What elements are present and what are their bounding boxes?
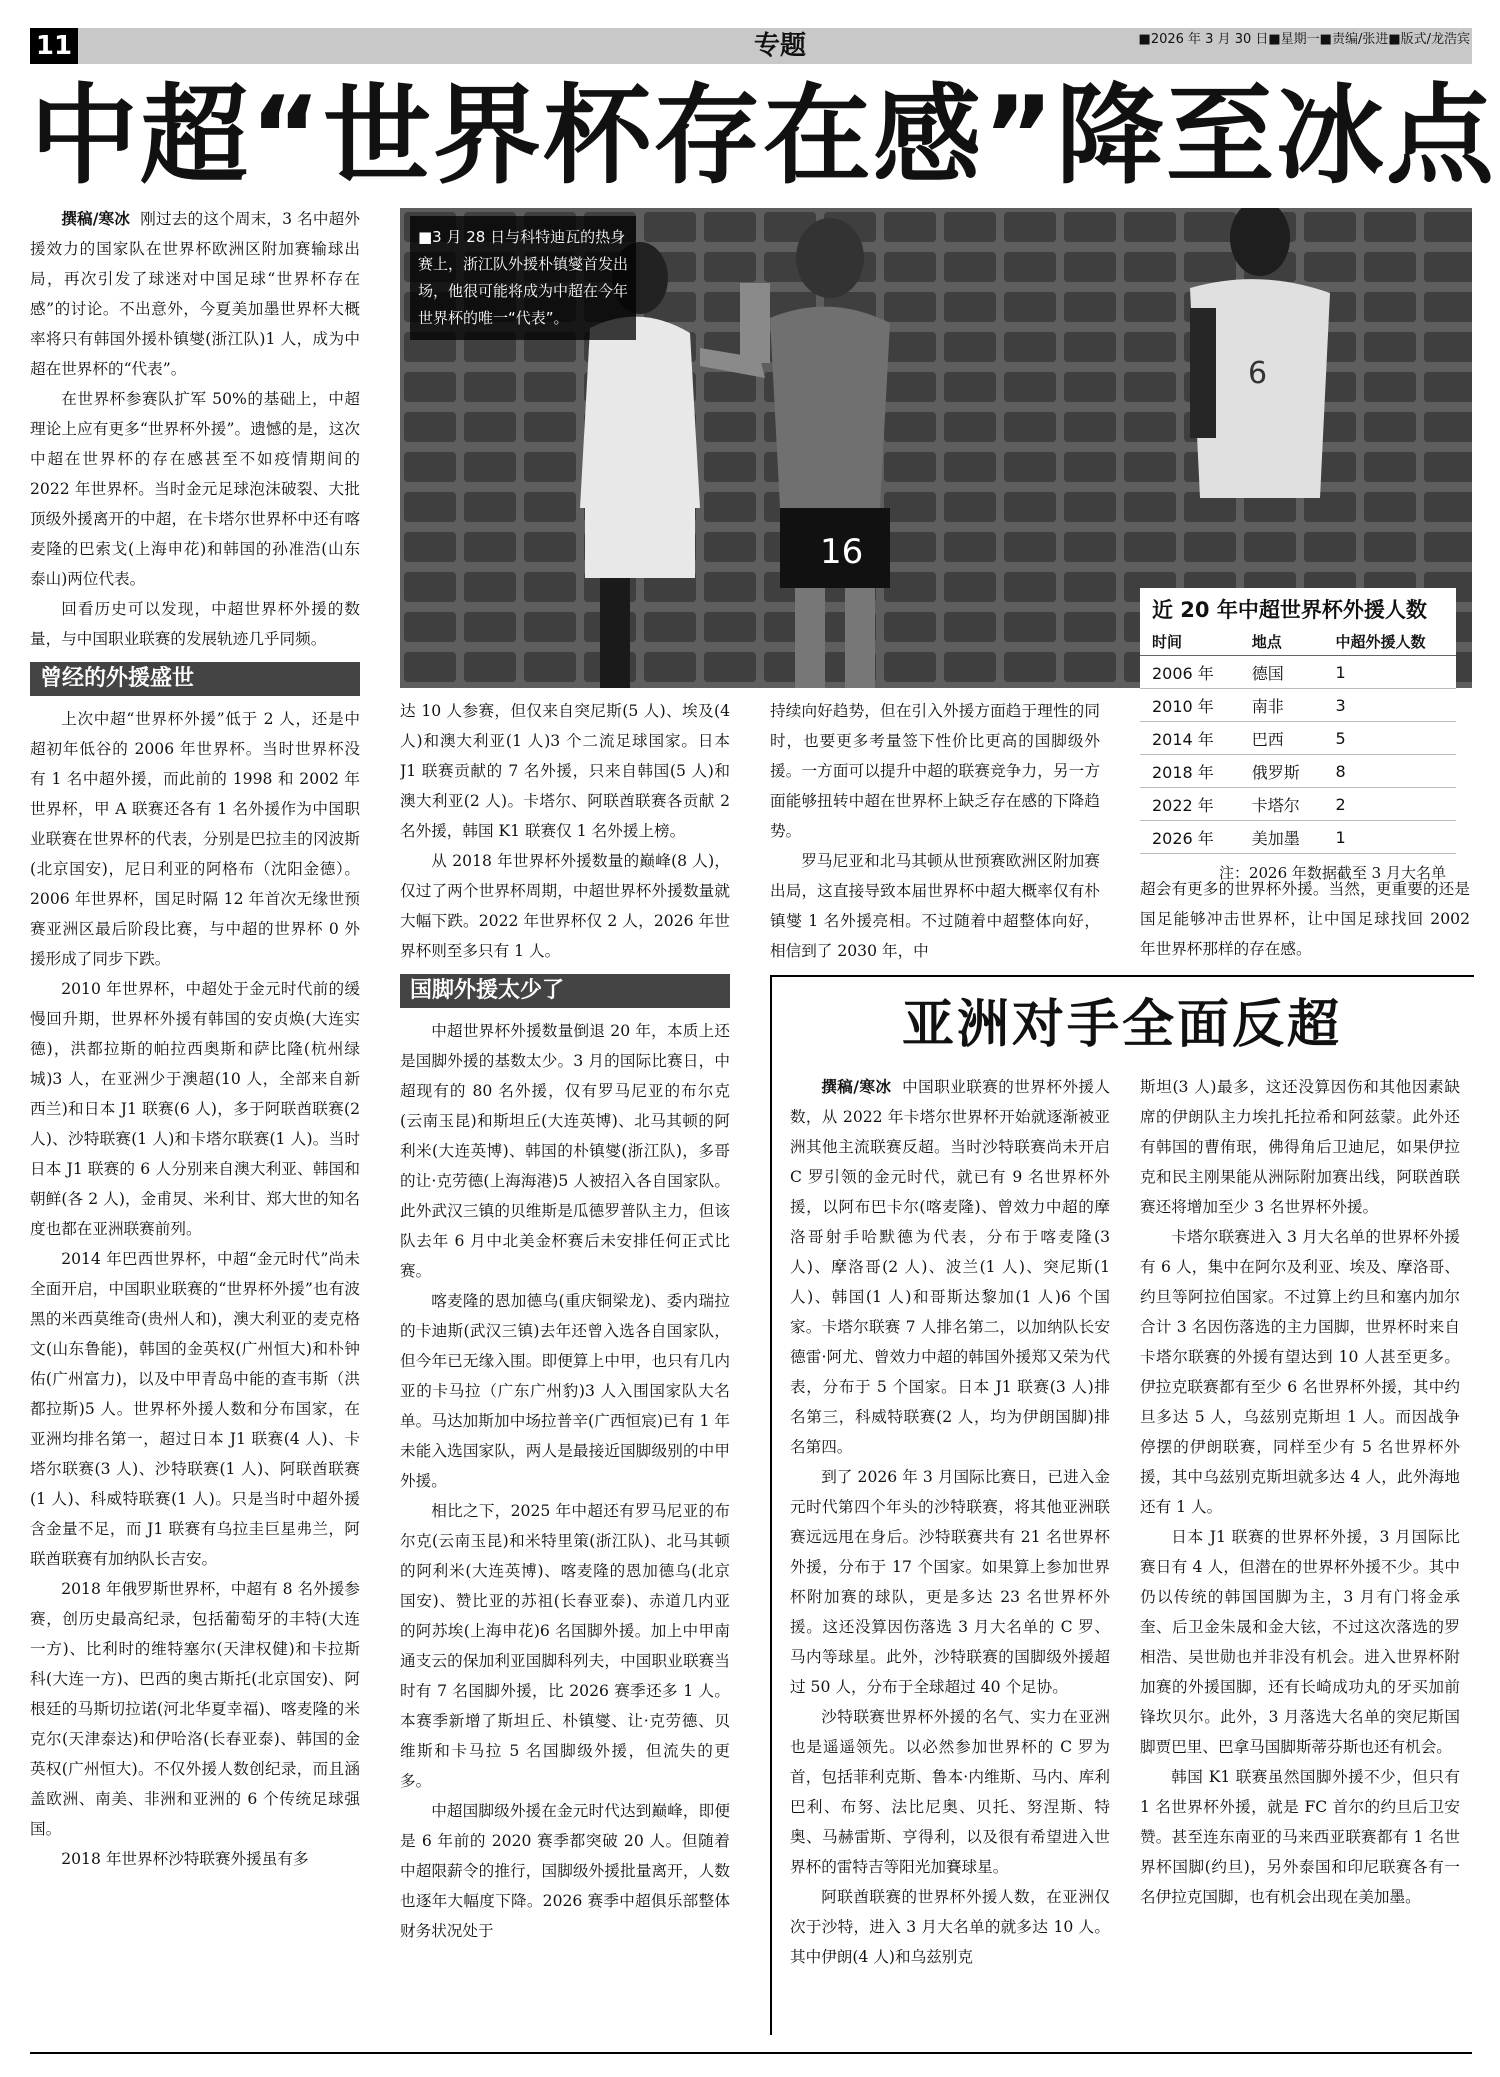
table-cell-count: 5 bbox=[1323, 722, 1456, 755]
byline: 撰稿/寒冰 bbox=[821, 1078, 892, 1096]
table-row bbox=[1140, 821, 1456, 854]
table-note: 注：2026 年数据截至 3 月大名单 bbox=[1218, 864, 1446, 882]
jersey-number-16: 16 bbox=[820, 532, 864, 572]
page-number: 11 bbox=[30, 28, 78, 64]
paragraph: 日本 J1 联赛的世界杯外援，3 月国际比赛日有 4 人，但潜在的世界杯外援不少。其中仍以传统的韩国国脚为主，3 月有门将金承奎、后卫金朱晟和金大铉，不过这次落选的罗相浩、吴世勋也并非没有机会。进入世界杯附加赛的外援国脚，还有长崎成功丸的牙买加前锋坎贝尔。此外，3 月落选大名单的突尼斯国脚贾巴里、巴拿马国脚斯蒂芬斯也还有机会。 bbox=[1140, 1528, 1460, 1756]
table-cell-year: 2010 年 bbox=[1140, 689, 1240, 722]
second-article-column-1 bbox=[790, 1072, 1110, 2032]
table-header: 地点 bbox=[1240, 628, 1324, 656]
article-column-2 bbox=[400, 696, 730, 2041]
paragraph: 中超国脚级外援在金元时代达到巅峰，即便是 6 年前的 2020 赛季都突破 20 人。但随着中超限薪令的推行，国脚级外援批量离开，人数也逐年大幅度下降。2026 赛季中超俱乐部整体财务状况处于 bbox=[400, 1802, 730, 1940]
table-cell-host: 南非 bbox=[1240, 689, 1324, 722]
section-title: 专题 bbox=[753, 31, 806, 61]
paragraph: 从 2018 年世界杯外援数量的巅峰(8 人)，仅过了两个世界杯周期，中超世界杯外援数量就大幅下跌。2022 年世界杯仅 2 人，2026 年世界杯则至多只有 1 人。 bbox=[400, 852, 730, 960]
table-header-row bbox=[1140, 628, 1456, 656]
table-header: 时间 bbox=[1140, 628, 1240, 656]
paragraph: 2018 年世界杯沙特联赛外援虽有多 bbox=[61, 1850, 309, 1868]
table-row bbox=[1140, 656, 1456, 689]
paragraph: 中超世界杯外援数量倒退 20 年，本质上还是国脚外援的基数太少。3 月的国际比赛日，中超现有的 80 名外援，仅有罗马尼亚的布尔克(云南玉昆)和斯坦丘(大连英博)、北马其顿的阿利米(大连英博)、韩国的朴镇燮(浙江队)，多哥的让·克劳德(上海海港)5 人被招入各自国家队。此外武汉三镇的贝维斯是瓜德罗普队主力，但该队去年 6 月中北美金杯赛后未安排任何正式比赛。 bbox=[400, 1022, 730, 1280]
table-cell-count: 8 bbox=[1323, 755, 1456, 788]
photo-caption: ■3 月 28 日与科特迪瓦的热身赛上，浙江队外援朴镇燮首发出场，他很可能将成为中超在今年世界杯的唯一“代表”。 bbox=[410, 216, 636, 340]
paragraph: 2010 年世界杯，中超处于金元时代前的缓慢回升期，世界杯外援有韩国的安贞焕(大连实德)，洪都拉斯的帕拉西奥斯和萨比隆(杭州绿城)3 人，在亚洲少于澳超(10 人，全部来自新西兰)和日本 J1 联赛(6 人)，多于阿联酋联赛(2 人)、沙特联赛(1 人)和卡塔尔联赛(1 人)。当时日本 J1 联赛的 6 人分别来自澳大利亚、韩国和朝鲜(各 2 人)，金甫炅、米利甘、郑大世的知名度也都在亚洲联赛前列。 bbox=[30, 980, 360, 1238]
article-column-1 bbox=[30, 204, 360, 2044]
table-cell-count: 1 bbox=[1323, 821, 1456, 854]
dateline: ■2026 年 3 月 30 日■星期一■责编/张进■版式/龙浩宾 bbox=[1138, 32, 1470, 47]
table-cell-count: 3 bbox=[1323, 689, 1456, 722]
table-row bbox=[1140, 722, 1456, 755]
paragraph: 相比之下，2025 年中超还有罗马尼亚的布尔克(云南玉昆)和米特里策(浙江队)、北马其顿的阿利米(大连英博)、喀麦隆的恩加德乌(北京国安)、赞比亚的苏祖(长春亚泰)、赤道几内亚的阿苏埃(上海申花)6 名国脚外援。加上中甲南通支云的保加利亚国脚科列夫，中国职业联赛当时有 7 名国脚外援，比 2026 赛季还多 1 人。本赛季新增了斯坦丘、朴镇燮、让·克劳德、贝维斯和卡马拉 5 名国脚级外援，但流失的更多。 bbox=[400, 1502, 730, 1790]
table-cell-year: 2026 年 bbox=[1140, 821, 1240, 854]
stats-table-box bbox=[1140, 588, 1456, 891]
table-cell-host: 美加墨 bbox=[1240, 821, 1324, 854]
table-title: 近 20 年中超世界杯外援人数 bbox=[1152, 598, 1427, 622]
table-header: 中超外援人数 bbox=[1323, 628, 1456, 656]
paragraph: 回看历史可以发现，中超世界杯外援的数量，与中国职业联赛的发展轨迹几乎同频。 bbox=[30, 600, 360, 648]
subhead-few-national-players: 国脚外援太少了 bbox=[400, 974, 730, 1008]
paragraph: 超会有更多的世界杯外援。当然，更重要的还是国足能够冲击世界杯，让中国足球找回 2002 年世界杯那样的存在感。 bbox=[1140, 880, 1470, 958]
paragraph: 持续向好趋势，但在引入外援方面趋于理性的同时，也要更多考量签下性价比更高的国脚级外援。一方面可以提升中超的联赛竞争力，另一方面能够扭转中超在世界杯上缺乏存在感的下降趋势。 bbox=[770, 702, 1100, 840]
table-cell-host: 德国 bbox=[1240, 656, 1324, 689]
paragraph: 阿联酋联赛的世界杯外援人数，在亚洲仅次于沙特，进入 3 月大名单的就多达 10 人。其中伊朗(4 人)和乌兹别克 bbox=[790, 1888, 1110, 1966]
lead-paragraph: 中国职业联赛的世界杯外援人数，从 2022 年卡塔尔世界杯开始就逐渐被亚洲其他主流联赛反超。当时沙特联赛尚未开启 C 罗引领的金元时代，就已有 9 名世界杯外援，以阿布巴卡尔(喀麦隆)、曾效力中超的摩洛哥射手哈默德为代表，分布于喀麦隆(3 人)、摩洛哥(2 人)、波兰(1 人)、突尼斯(1 人)、韩国(1 人)和哥斯达黎加(1 人)6 个国家。卡塔尔联赛 7 人排名第二，以加纳队长安德雷·阿尤、曾效力中超的韩国外援郑又荣为代表，分布于 5 个国家。日本 J1 联赛(3 人)排名第三，科威特联赛(2 人，均为伊朗国脚)排名第四。 bbox=[790, 1078, 1110, 1456]
paragraph: 喀麦隆的恩加德乌(重庆铜梁龙)、委内瑞拉的卡迪斯(武汉三镇)去年还曾入选各自国家队，但今年已无缘入围。即便算上中甲，也只有几内亚的卡马拉（广东广州豹)3 人入围国家队大名单。马达加斯加中场拉普辛(广西恒宸)已有 1 年未能入选国家队，两人是最接近国脚级别的中甲外援。 bbox=[400, 1292, 730, 1490]
stats-table bbox=[1140, 628, 1456, 854]
paragraph: 达 10 人参赛，但仅来自突尼斯(5 人)、埃及(4 人)和澳大利亚(1 人)3 个二流足球国家。日本 J1 联赛贡献的 7 名外援，只来自韩国(5 人)和澳大利亚(2 人)。卡塔尔、阿联酋联赛各贡献 2 名外援，韩国 K1 联赛仅 1 名外援上榜。 bbox=[400, 702, 730, 840]
paragraph: 上次中超“世界杯外援”低于 2 人，还是中超初年低谷的 2006 年世界杯。当时世界杯没有 1 名中超外援，而此前的 1998 和 2002 年世界杯，甲 A 联赛还各有 1 名外援作为中国职业联赛在世界杯的代表，分别是巴拉圭的冈波斯(北京国安)，尼日利亚的阿格布（沈阳金德）。2006 年世界杯，国足时隔 12 年首次无缘世预赛亚洲区最后阶段比赛，与中超的世界杯 0 外援形成了同步下跌。 bbox=[30, 710, 360, 968]
second-article-headline: 亚洲对手全面反超 bbox=[901, 995, 1342, 1055]
table-cell-count: 2 bbox=[1323, 788, 1456, 821]
lead-paragraph: 刚过去的这个周末，3 名中超外援效力的国家队在世界杯欧洲区附加赛输球出局，再次引发了球迷对中国足球“世界杯存在感”的讨论。不出意外，今夏美加墨世界杯大概率将只有韩国外援朴镇燮(浙江队)1 人，成为中超在世界杯的“代表”。 bbox=[30, 210, 360, 378]
table-cell-year: 2018 年 bbox=[1140, 755, 1240, 788]
table-cell-year: 2006 年 bbox=[1140, 656, 1240, 689]
table-cell-count: 1 bbox=[1323, 656, 1456, 689]
paragraph: 2018 年俄罗斯世界杯，中超有 8 名外援参赛，创历史最高纪录，包括葡萄牙的丰特(大连一方)、比利时的维特塞尔(天津权健)和卡拉斯科(大连一方)、巴西的奥古斯托(北京国安)、阿根廷的马斯切拉诺(河北华夏幸福)、喀麦隆的米克尔(天津泰达)和伊哈洛(长春亚泰)、韩国的金英权(广州恒大)。不仅外援人数创纪录，而且涵盖欧洲、南美、非洲和亚洲的 6 个传统足球强国。 bbox=[30, 1580, 360, 1838]
paragraph: 沙特联赛世界杯外援的名气、实力在亚洲也是遥遥领先。以必然参加世界杯的 C 罗为首，包括菲利克斯、鲁本·内维斯、马内、库利巴利、布努、法比尼奥、贝托、努涅斯、特奥、马赫雷斯、亨得利，以及很有希望进入世界杯的雷特吉等阳光加賽球星。 bbox=[790, 1708, 1110, 1876]
paragraph: 罗马尼亚和北马其顿从世预赛欧洲区附加赛出局，这直接导致本届世界杯中超大概率仅有朴镇燮 1 名外援亮相。不过随着中超整体向好，相信到了 2030 年，中 bbox=[770, 852, 1100, 960]
paragraph: 韩国 K1 联赛虽然国脚外援不少，但只有 1 名世界杯外援，就是 FC 首尔的约旦后卫安赞。甚至连东南亚的马来西亚联赛都有 1 名世界杯国脚(约旦)，另外泰国和印尼联赛各有一名伊拉克国脚，也有机会出现在美加墨。 bbox=[1140, 1768, 1460, 1906]
subhead-golden-era: 曾经的外援盛世 bbox=[30, 662, 360, 696]
table-row bbox=[1140, 788, 1456, 821]
byline: 撰稿/寒冰 bbox=[61, 210, 131, 228]
table-row bbox=[1140, 689, 1456, 722]
article-column-4-top bbox=[1140, 874, 1470, 964]
table-cell-host: 卡塔尔 bbox=[1240, 788, 1324, 821]
paragraph: 卡塔尔联赛进入 3 月大名单的世界杯外援有 6 人，集中在阿尔及利亚、埃及、摩洛哥、约旦等阿拉伯国家。不过算上约旦和塞内加尔合计 3 名因伤落选的主力国脚，世界杯时来自卡塔尔联赛的外援有望达到 10 人甚至更多。伊拉克联赛都有至少 6 名世界杯外援，其中约旦多达 5 人，乌兹别克斯坦 1 人。而因战争停摆的伊朗联赛，同样至少有 5 名世界杯外援，其中乌兹别克斯坦就多达 4 人，此外海地还有 1 人。 bbox=[1140, 1228, 1460, 1516]
article-column-3-top bbox=[770, 696, 1100, 962]
jersey-number-6: 6 bbox=[1248, 356, 1268, 391]
paragraph: 2014 年巴西世界杯，中超“金元时代”尚未全面开启，中国职业联赛的“世界杯外援”也有波黑的米西莫维奇(贵州人和)，澳大利亚的麦克格文(山东鲁能)，韩国的金英权(广州恒大)和朴钟佑(广州富力)，以及中甲青岛中能的查韦斯（洪都拉斯)5 人。世界杯外援人数和分布国家，在亚洲均排名第一，超过日本 J1 联赛(4 人)、卡塔尔联赛(3 人)、沙特联赛(1 人)、阿联酋联赛(1 人)、科威特联赛(1 人)。只是当时中超外援含金量不足，而 J1 联赛有乌拉圭巨星弗兰，阿联酋联赛有加纳队长吉安。 bbox=[30, 1250, 360, 1568]
page-headline: 中超“世界杯存在感”降至冰点 bbox=[30, 74, 1496, 199]
paragraph: 到了 2026 年 3 月国际比赛日，已进入金元时代第四个年头的沙特联赛，将其他亚洲联赛远远甩在身后。沙特联赛共有 21 名世界杯外援，分布于 17 个国家。如果算上参加世界杯附加赛的球队，更是多达 23 名世界杯外援。这还没算因伤落选 3 月大名单的 C 罗、马内等球星。此外，沙特联赛的国脚级外援超过 50 人，分布于全球超过 40 个足协。 bbox=[790, 1468, 1110, 1696]
table-row bbox=[1140, 755, 1456, 788]
second-article-column-2 bbox=[1140, 1072, 1460, 2032]
paragraph: 在世界杯参赛队扩军 50%的基础上，中超理论上应有更多“世界杯外援”。遗憾的是，这次中超在世界杯的存在感甚至不如疫情期间的 2022 年世界杯。当时金元足球泡沫破裂、大批顶级外援离开的中超，在卡塔尔世界杯中还有喀麦隆的巴索戈(上海申花)和韩国的孙准浩(山东泰山)两位代表。 bbox=[30, 390, 360, 588]
table-cell-host: 俄罗斯 bbox=[1240, 755, 1324, 788]
paragraph: 斯坦(3 人)最多，这还没算因伤和其他因素缺席的伊朗队主力埃扎托拉希和阿兹蒙。此外还有韩国的曹侑珉，佛得角后卫迪尼，如果伊拉克和民主刚果能从洲际附加赛出线，阿联酋联赛还将增加至少 3 名世界杯外援。 bbox=[1140, 1078, 1460, 1216]
table-cell-host: 巴西 bbox=[1240, 722, 1324, 755]
table-cell-year: 2022 年 bbox=[1140, 788, 1240, 821]
table-cell-year: 2014 年 bbox=[1140, 722, 1240, 755]
footer-rule bbox=[30, 2052, 1472, 2054]
